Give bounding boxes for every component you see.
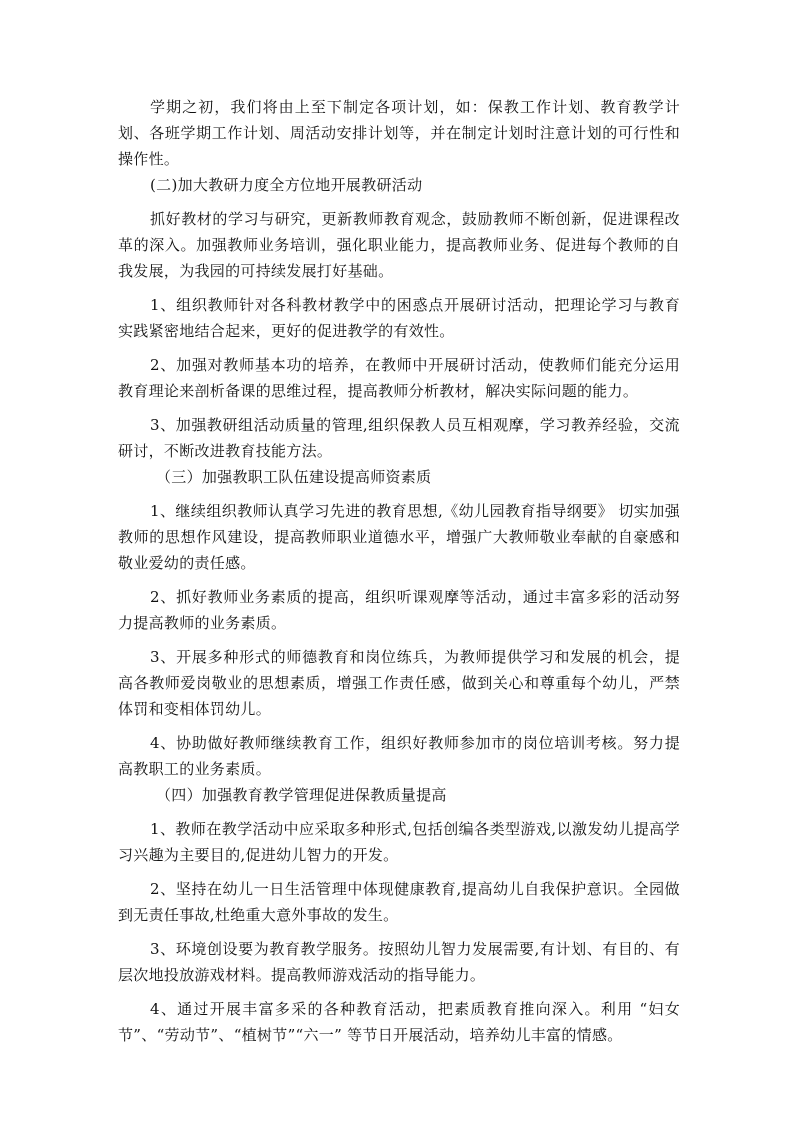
document-body	[118, 94, 680, 1048]
list-item-teaching-2: 2、坚持在幼儿一日生活管理中体现健康教育,提高幼儿自我保护意识。全园做到无责任事故,杜绝重大意外事故的发生。	[118, 880, 680, 924]
list-item-teaching-3: 3、环境创设要为教育教学服务。按照幼儿智力发展需要,有计划、有目的、有层次地投放游戏材料。提高教师游戏活动的指导能力。	[118, 940, 680, 984]
list-item-staff-3: 3、开展多种形式的师德教育和岗位练兵，为教师提供学习和发展的机会，提高各教师爱岗敬业的思想素质，增强工作责任感，做到关心和尊重每个幼儿，严禁体罚和变相体罚幼儿。	[118, 648, 680, 718]
list-item-research-3: 3、加强教研组活动质量的管理,组织保教人员互相观摩，学习教养经验，交流研讨，不断改进教育技能方法。	[118, 416, 680, 460]
paragraph-plan-intro: 学期之初，我们将由上至下制定各项计划，如：保教工作计划、教育教学计划、各班学期工作计划、周活动安排计划等，并在制定计划时注意计划的可行性和操作性。	[118, 98, 680, 168]
list-item-staff-1: 1、继续组织教师认真学习先进的教育思想,《幼儿园教育指导纲要》 切实加强教师的思想作风建设，提高教师职业道德水平，增强广大教师敬业奉献的自豪感和敬业爱幼的责任感。	[118, 502, 680, 572]
list-item-research-1: 1、组织教师针对各科教材教学中的困惑点开展研讨活动，把理论学习与教育实践紧密地结合起来，更好的促进教学的有效性。	[118, 296, 680, 340]
list-item-research-2: 2、加强对教师基本功的培养，在教师中开展研讨活动，使教师们能充分运用教育理论来剖析备课的思维过程，提高教师分析教材，解决实际问题的能力。	[118, 356, 680, 400]
section-heading-3: （三）加强教职工队伍建设提高师资素质	[156, 468, 432, 486]
section-heading-4: （四）加强教育教学管理促进保教质量提高	[156, 786, 447, 804]
list-item-staff-4: 4、协助做好教师继续教育工作，组织好教师参加市的岗位培训考核。努力提高教职工的业务素质。	[118, 734, 680, 778]
paragraph-research-intro: 抓好教材的学习与研究，更新教师教育观念，鼓励教师不断创新，促进课程改革的深入。加强教师业务培训，强化职业能力，提高教师业务、促进每个教师的自我发展，为我园的可持续发展打好基础。	[118, 210, 680, 280]
list-item-staff-2: 2、抓好教师业务素质的提高，组织听课观摩等活动，通过丰富多彩的活动努力提高教师的业务素质。	[118, 588, 680, 632]
list-item-teaching-1: 1、教师在教学活动中应采取多种形式,包括创编各类型游戏,以激发幼儿提高学习兴趣为主要目的,促进幼儿智力的开发。	[118, 820, 680, 864]
section-heading-2: (二)加大教研力度全方位地开展教研活动	[150, 176, 423, 194]
list-item-teaching-4: 4、通过开展丰富多采的各种教育活动，把素质教育推向深入。利用 “妇女节”、“劳动节”、“植树节”“六一” 等节日开展活动，培养幼儿丰富的情感。	[118, 1000, 680, 1044]
